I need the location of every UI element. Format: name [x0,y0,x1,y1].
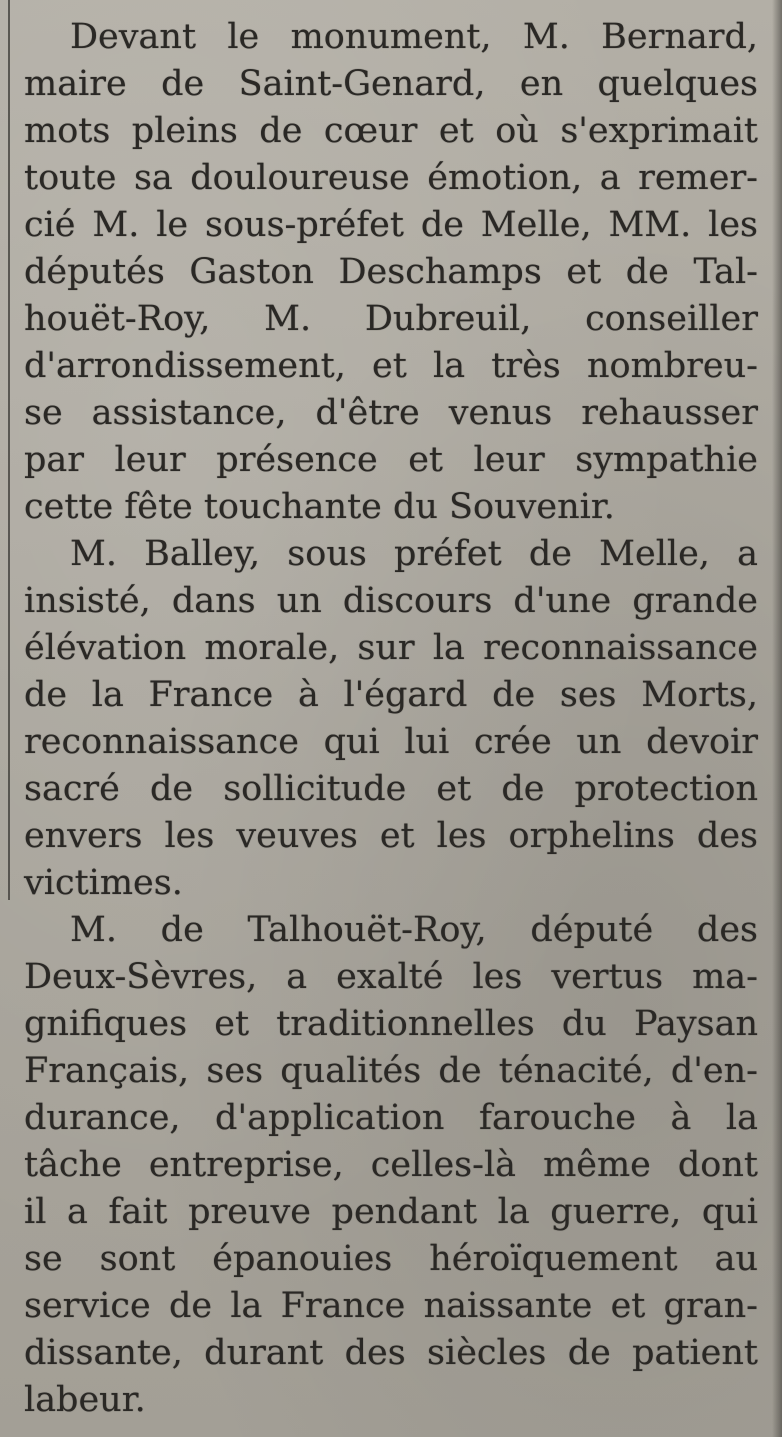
text-line: Deux-Sèvres, a exalté les vertus ma- [24,957,758,997]
text-line: se assistance, d'être venus rehausser [24,393,758,433]
text-line: mots pleins de cœur et où s'exprimait [24,111,758,151]
top-fragment-line [24,0,758,14]
text-line: dissante, durant des siècles de patient [24,1333,758,1373]
text-line: Devant le monument, M. Bernard, [70,17,758,57]
text-line: tâche entreprise, celles-là même dont [24,1145,758,1185]
article-body [24,0,758,1424]
column-rule [8,0,10,900]
text-line: toute sa douloureuse émotion, a remer- [24,158,758,198]
text-line: d'arrondissement, et la très nombreu- [24,346,758,386]
text-line: par leur présence et leur sympathie [24,440,758,480]
text-line: insisté, dans un discours d'une grande [24,581,758,621]
paragraph-1 [24,14,758,531]
text-line: cette fête touchante du Souvenir. [24,487,615,527]
text-line: députés Gaston Deschamps et de Tal- [24,252,758,292]
text-line: Français, ses qualités de ténacité, d'en- [24,1051,758,1091]
page-edge-shadow [772,0,782,1437]
text-line: durance, d'application farouche à la [24,1098,758,1138]
paragraph-3 [24,907,758,1424]
text-line: houët-Roy, M. Dubreuil, conseiller [24,299,758,339]
text-line: se sont épanouies héroïquement au [24,1239,758,1279]
text-line: élévation morale, sur la reconnaissance [24,628,758,668]
text-line: maire de Saint-Genard, en quelques [24,64,758,104]
text-line: M. de Talhouët-Roy, député des [70,910,758,950]
paragraph-2 [24,531,758,907]
text-line: reconnaissance qui lui crée un devoir [24,722,758,762]
text-line: cié M. le sous-préfet de Melle, MM. les [24,205,758,245]
text-line: de la France à l'égard de ses Morts, [24,675,758,715]
text-line: envers les veuves et les orphelins des [24,816,758,856]
text-line: il a fait preuve pendant la guerre, qui [24,1192,758,1232]
text-line: gnifiques et traditionnelles du Paysan [24,1004,758,1044]
text-line: victimes. [24,863,183,903]
text-line: labeur. [24,1380,146,1420]
text-line: sacré de sollicitude et de protection [24,769,758,809]
text-line: service de la France naissante et gran- [24,1286,758,1326]
text-line: M. Balley, sous préfet de Melle, a [70,534,758,574]
